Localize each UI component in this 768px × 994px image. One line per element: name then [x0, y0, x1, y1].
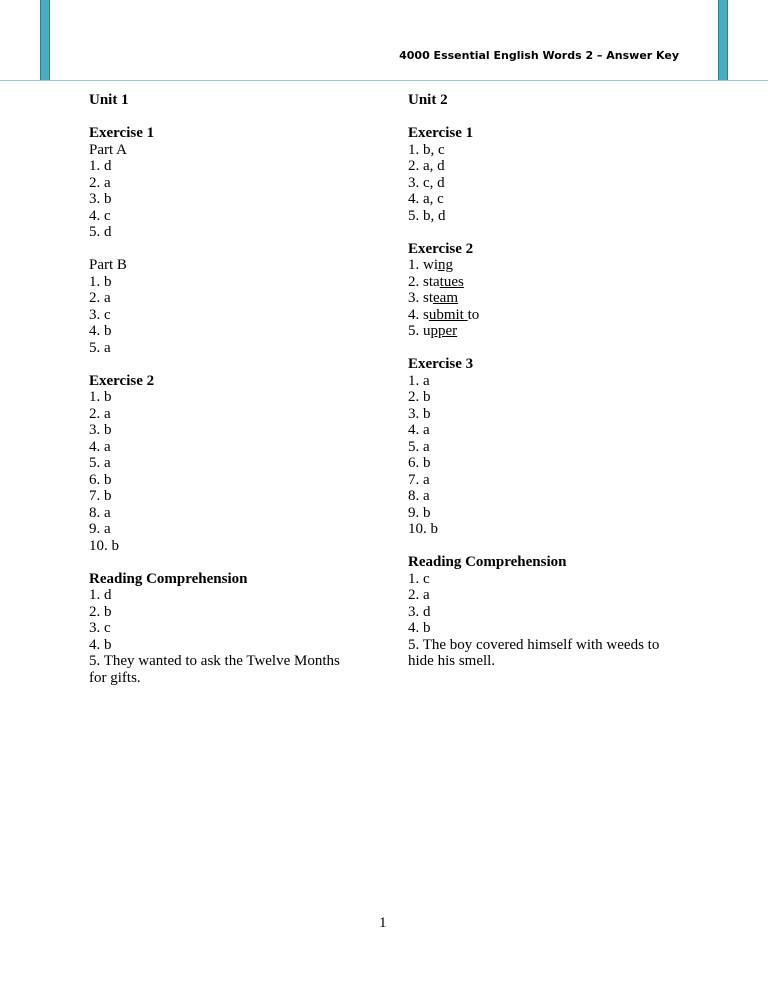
answer-item: 3. c, d — [408, 174, 445, 191]
answer-item: 9. a — [89, 521, 111, 537]
answer-item: 2. b — [89, 603, 112, 620]
answer-item: 9. b — [408, 504, 431, 521]
header-rule — [0, 80, 768, 81]
answer-item: 3. steam — [408, 290, 458, 306]
answer-item: 7. a — [408, 471, 430, 488]
unit1-ex1-partB-label: Part B — [89, 257, 127, 273]
answer-item: 7. b — [89, 488, 112, 504]
answer-item: 8. a — [89, 504, 111, 521]
answer-item: 5. The boy covered himself with weeds to hide his smell. — [408, 636, 660, 669]
unit2-rc-heading: Reading Comprehension — [408, 554, 567, 570]
page-number: 1 — [379, 915, 387, 931]
answer-item: 10. b — [89, 537, 119, 554]
answer-item: 1. b, c — [408, 141, 445, 158]
answer-item: 8. a — [408, 488, 430, 504]
unit2-title: Unit 2 — [408, 92, 448, 108]
answer-item: 4. b — [89, 636, 112, 653]
unit2-ex3-heading: Exercise 3 — [408, 356, 474, 372]
answer-item: 4. b — [408, 620, 431, 636]
answer-item: 2. a — [89, 290, 111, 306]
answer-item: 3. b — [89, 191, 112, 207]
answer-item: 5. a — [89, 339, 111, 356]
answer-item: 5. d — [89, 224, 112, 240]
answer-item: 1. c — [408, 570, 430, 587]
answer-item: 2. a — [408, 587, 430, 603]
answer-item: 5. They wanted to ask the Twelve Months for gifts. — [89, 653, 340, 686]
answer-item: 4. a — [408, 422, 430, 438]
answer-item: 4. c — [89, 207, 111, 224]
unit2-ex2-heading: Exercise 2 — [408, 240, 474, 257]
header-right-bar — [718, 0, 728, 80]
answer-item: 1. a — [408, 372, 430, 389]
answer-item: 2. a — [89, 405, 111, 422]
answer-item: 5. a — [89, 455, 111, 471]
unit1-column — [89, 92, 359, 686]
answer-item: 6. b — [408, 455, 431, 471]
unit2-column — [408, 92, 678, 670]
answer-item: 4. submit to — [408, 306, 480, 323]
answer-item: 5. a — [408, 438, 430, 455]
answer-item: 3. b — [89, 422, 112, 438]
answer-item: 1. b — [89, 389, 112, 405]
answer-item: 3. b — [408, 405, 431, 422]
answer-item: 4. b — [89, 323, 112, 339]
answer-item: 5. upper — [408, 323, 458, 339]
answer-item: 2. statues — [408, 273, 464, 290]
answer-item: 2. a, d — [408, 158, 445, 174]
answer-item: 4. a, c — [408, 191, 444, 207]
unit1-ex1-heading: Exercise 1 — [89, 125, 155, 141]
answer-item: 1. d — [89, 158, 112, 174]
answer-item: 4. a — [89, 438, 111, 455]
unit1-rc-heading: Reading Comprehension — [89, 570, 248, 587]
answer-item: 6. b — [89, 471, 112, 488]
unit1-ex2-heading: Exercise 2 — [89, 372, 155, 389]
header-left-bar — [40, 0, 50, 80]
answer-item: 3. d — [408, 603, 431, 620]
unit1-ex1-partA-label: Part A — [89, 141, 127, 158]
answer-item: 2. b — [408, 389, 431, 405]
unit1-title: Unit 1 — [89, 92, 129, 108]
answer-item: 3. c — [89, 620, 111, 636]
answer-item: 1. d — [89, 587, 112, 603]
answer-item: 3. c — [89, 306, 111, 323]
unit2-ex1-heading: Exercise 1 — [408, 125, 474, 141]
answer-item: 10. b — [408, 521, 438, 537]
answer-item: 1. b — [89, 273, 112, 290]
answer-item: 1. wing — [408, 257, 453, 273]
answer-item: 2. a — [89, 174, 111, 191]
answer-item: 5. b, d — [408, 207, 446, 224]
header-title: 4000 Essential English Words 2 – Answer Key — [399, 49, 679, 62]
